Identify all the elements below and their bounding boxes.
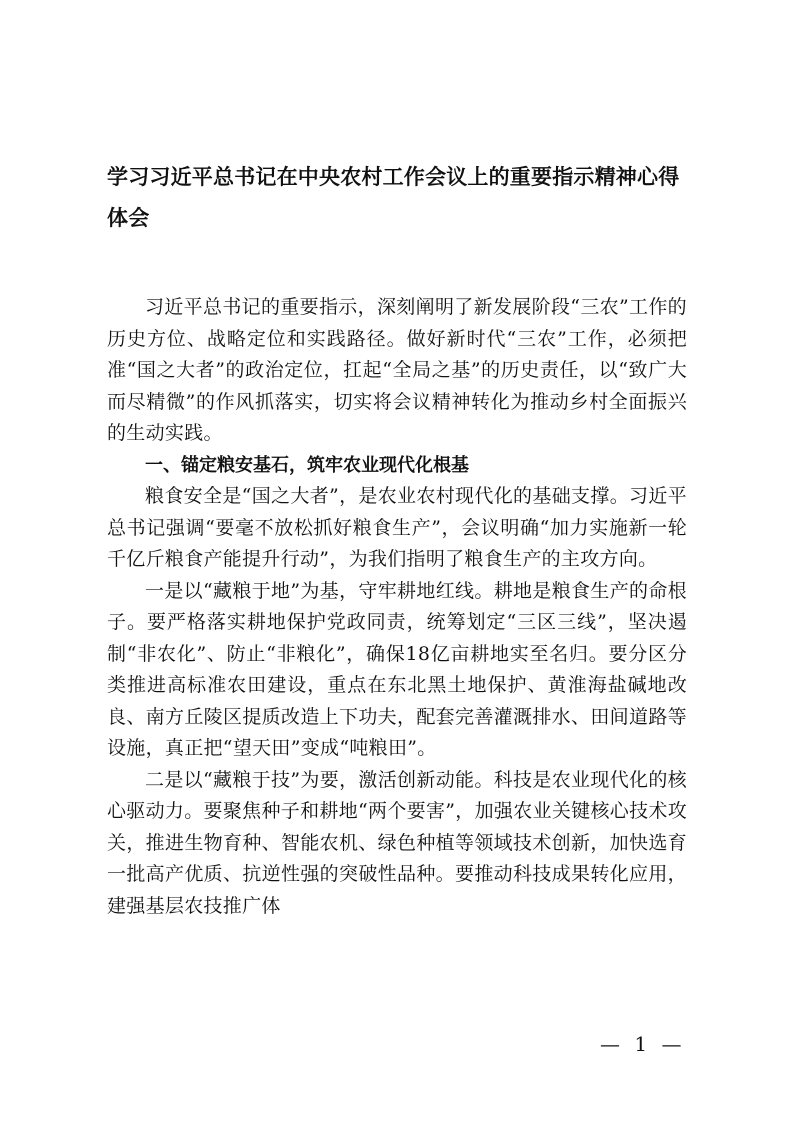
page-number: — 1 —: [600, 1032, 686, 1056]
document-body: [107, 292, 687, 922]
paragraph-land: 一是以“藏粮于地”为基，守牢耕地红线。耕地是粮食生产的命根子。要严格落实耕地保护党政同责，统筹划定“三区三线”，坚决遏制“非农化”、防止“非粮化”，确保18亿亩耕地实至名归。要分区分类推进高标准农田建设，重点在东北黑土地保护、黄淮海盐碱地改良、南方丘陵区提质改造上下功夫，配套完善灌溉排水、田间道路等设施，真正把“望天田”变成“吨粮田”。: [107, 579, 687, 759]
intro-paragraph: 习近平总书记的重要指示，深刻阐明了新发展阶段“三农”工作的历史方位、战略定位和实践路径。做好新时代“三农”工作，必须把准“国之大者”的政治定位，扛起“全局之基”的历史责任，以“致广大而尽精微”的作风抓落实，切实将会议精神转化为推动乡村全面振兴的生动实践。: [107, 296, 687, 444]
paragraph-technology: 二是以“藏粮于技”为要，激活创新动能。科技是农业现代化的核心驱动力。要聚焦种子和耕地“两个要害”，加强农业关键核心技术攻关，推进生物育种、智能农机、绿色种植等领域技术创新，加快选育一批高产优质、抗逆性强的突破性品种。要推动科技成果转化应用，建强基层农技推广体: [107, 768, 687, 917]
paragraph-grain-security: 粮食安全是“国之大者”，是农业农村现代化的基础支撑。习近平总书记强调“要毫不放松抓好粮食生产”，会议明确“加力实施新一轮千亿斤粮食产能提升行动”，为我们指明了粮食生产的主攻方向。: [107, 485, 687, 570]
section-heading-1: 一、锚定粮安基石，筑牢农业现代化根基: [145, 454, 469, 476]
document-title: 学习习近平总书记在中央农村工作会议上的重要指示精神心得体会: [107, 165, 680, 230]
